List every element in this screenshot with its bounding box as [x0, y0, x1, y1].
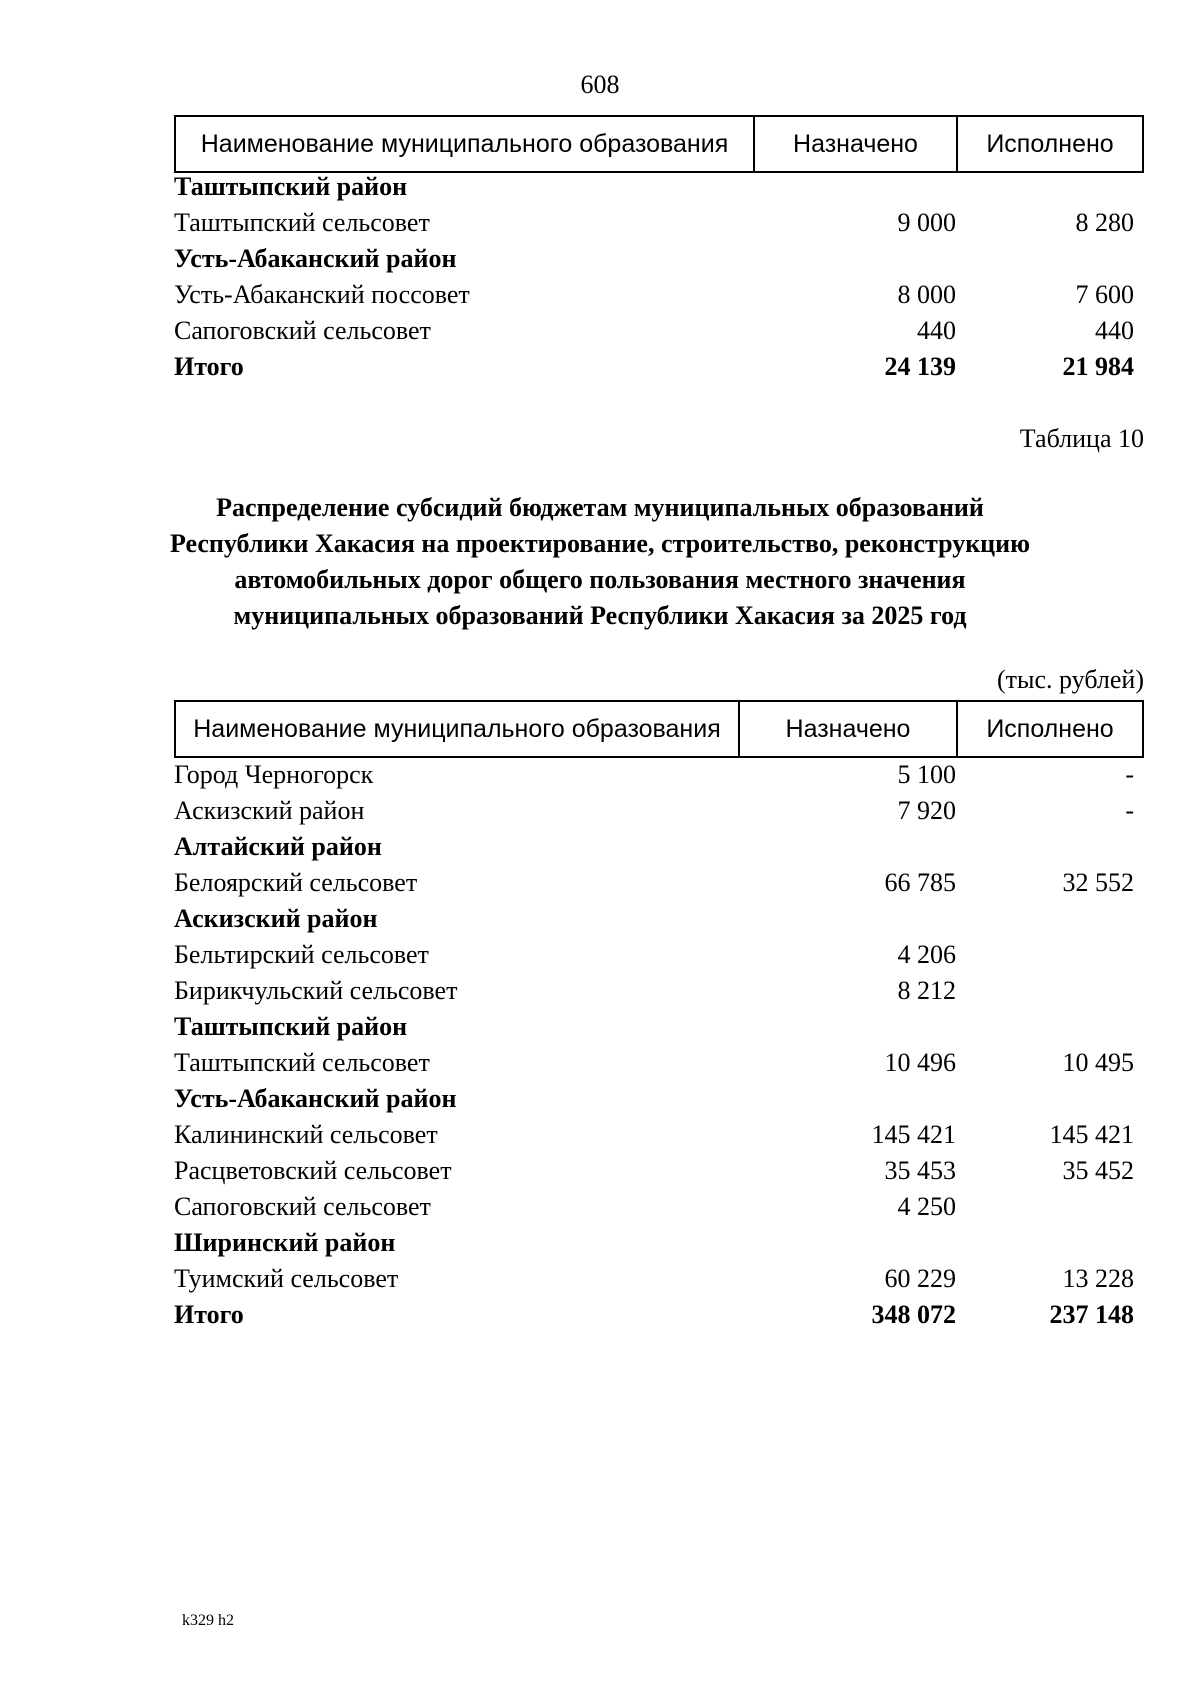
- row-assigned: 8 212: [897, 976, 956, 1005]
- district-heading-row: [174, 1012, 1144, 1048]
- row-assigned: 4 250: [897, 1192, 956, 1221]
- row-executed: 145 421: [1049, 1120, 1134, 1149]
- table1-header-name: Наименование муниципального образования: [200, 129, 729, 158]
- row-executed: 7 600: [1075, 280, 1134, 309]
- table2-title: [100, 490, 1100, 634]
- row-assigned: 9 000: [897, 208, 956, 237]
- row-name: Аскизский район: [174, 904, 378, 933]
- page-number: 608: [580, 70, 620, 99]
- title-line: Республики Хакасия на проектирование, строительство, реконструкцию: [169, 529, 1031, 558]
- row-name: Усть-Абаканский район: [174, 1084, 457, 1113]
- table1-header-executed: Исполнено: [956, 117, 1142, 171]
- row-name: Бельтирский сельсовет: [174, 940, 429, 969]
- row-assigned: 10 496: [884, 1048, 956, 1077]
- district-heading-row: [174, 244, 1144, 280]
- row-assigned: 5 100: [897, 760, 956, 789]
- total-row: [174, 1300, 1144, 1336]
- row-name: Усть-Абаканский поссовет: [174, 280, 470, 309]
- table-row: [174, 316, 1144, 352]
- table2-header-assigned: Назначено: [738, 702, 956, 756]
- row-executed: 440: [1095, 316, 1134, 345]
- table-row: [174, 760, 1144, 796]
- row-assigned: 348 072: [871, 1300, 956, 1329]
- row-name: Белоярский сельсовет: [174, 868, 418, 897]
- table-row: [174, 796, 1144, 832]
- row-executed: 13 228: [1062, 1264, 1134, 1293]
- row-executed: 10 495: [1062, 1048, 1134, 1077]
- table-caption: Таблица 10: [1019, 424, 1144, 453]
- row-assigned: 7 920: [897, 796, 956, 825]
- district-heading-row: [174, 1084, 1144, 1120]
- table1-header-assigned: Назначено: [753, 117, 956, 171]
- row-name: Калининский сельсовет: [174, 1120, 438, 1149]
- row-name: Расцветовский сельсовет: [174, 1156, 452, 1185]
- table-row: [174, 868, 1144, 904]
- units-label: (тыс. рублей): [996, 665, 1144, 694]
- row-executed: -: [1125, 760, 1134, 789]
- table2-header: [174, 700, 1144, 758]
- table-row: [174, 1192, 1144, 1228]
- table-row: [174, 1264, 1144, 1300]
- table-row: [174, 940, 1144, 976]
- table-row: [174, 1048, 1144, 1084]
- row-assigned: 440: [917, 316, 956, 345]
- row-name: Город Черногорск: [174, 760, 374, 789]
- row-assigned: 145 421: [871, 1120, 956, 1149]
- table-row: [174, 208, 1144, 244]
- table-row: [174, 976, 1144, 1012]
- row-assigned: 4 206: [897, 940, 956, 969]
- row-name: Итого: [174, 1300, 244, 1329]
- row-name: Усть-Абаканский район: [174, 244, 457, 273]
- row-assigned: 60 229: [884, 1264, 956, 1293]
- table1-body: [174, 172, 1144, 388]
- total-row: [174, 352, 1144, 388]
- row-name: Аскизский район: [174, 796, 365, 825]
- district-heading-row: [174, 832, 1144, 868]
- row-name: Алтайский район: [174, 832, 382, 861]
- row-name: Таштыпский сельсовет: [174, 1048, 430, 1077]
- table-row: [174, 1120, 1144, 1156]
- row-assigned: 8 000: [897, 280, 956, 309]
- row-assigned: 35 453: [884, 1156, 956, 1185]
- table1-header: [174, 115, 1144, 173]
- district-heading-row: [174, 904, 1144, 940]
- district-heading-row: [174, 1228, 1144, 1264]
- title-line: Распределение субсидий бюджетам муниципальных образований: [216, 493, 984, 522]
- row-name: Бирикчульский сельсовет: [174, 976, 458, 1005]
- row-executed: -: [1125, 796, 1134, 825]
- row-name: Сапоговский сельсовет: [174, 1192, 431, 1221]
- row-executed: 237 148: [1049, 1300, 1134, 1329]
- title-line: автомобильных дорог общего пользования местного значения: [234, 565, 966, 594]
- footer-code: k329 h2: [182, 1612, 234, 1629]
- row-name: Таштыпский район: [174, 172, 408, 201]
- row-name: Итого: [174, 352, 244, 381]
- table2-body: [174, 760, 1144, 1336]
- title-line: муниципальных образований Республики Хакасия за 2025 год: [233, 601, 967, 630]
- table-row: [174, 1156, 1144, 1192]
- row-name: Таштыпский район: [174, 1012, 408, 1041]
- row-executed: 21 984: [1062, 352, 1134, 381]
- row-assigned: 66 785: [884, 868, 956, 897]
- row-name: Сапоговский сельсовет: [174, 316, 431, 345]
- table2-header-name: Наименование муниципального образования: [193, 714, 721, 743]
- row-assigned: 24 139: [884, 352, 956, 381]
- row-name: Туимский сельсовет: [174, 1264, 399, 1293]
- row-executed: 32 552: [1062, 868, 1134, 897]
- table-row: [174, 280, 1144, 316]
- district-heading-row: [174, 172, 1144, 208]
- row-executed: 8 280: [1075, 208, 1134, 237]
- table2-header-executed: Исполнено: [956, 702, 1142, 756]
- row-name: Ширинский район: [174, 1228, 396, 1257]
- row-executed: 35 452: [1062, 1156, 1134, 1185]
- row-name: Таштыпский сельсовет: [174, 208, 430, 237]
